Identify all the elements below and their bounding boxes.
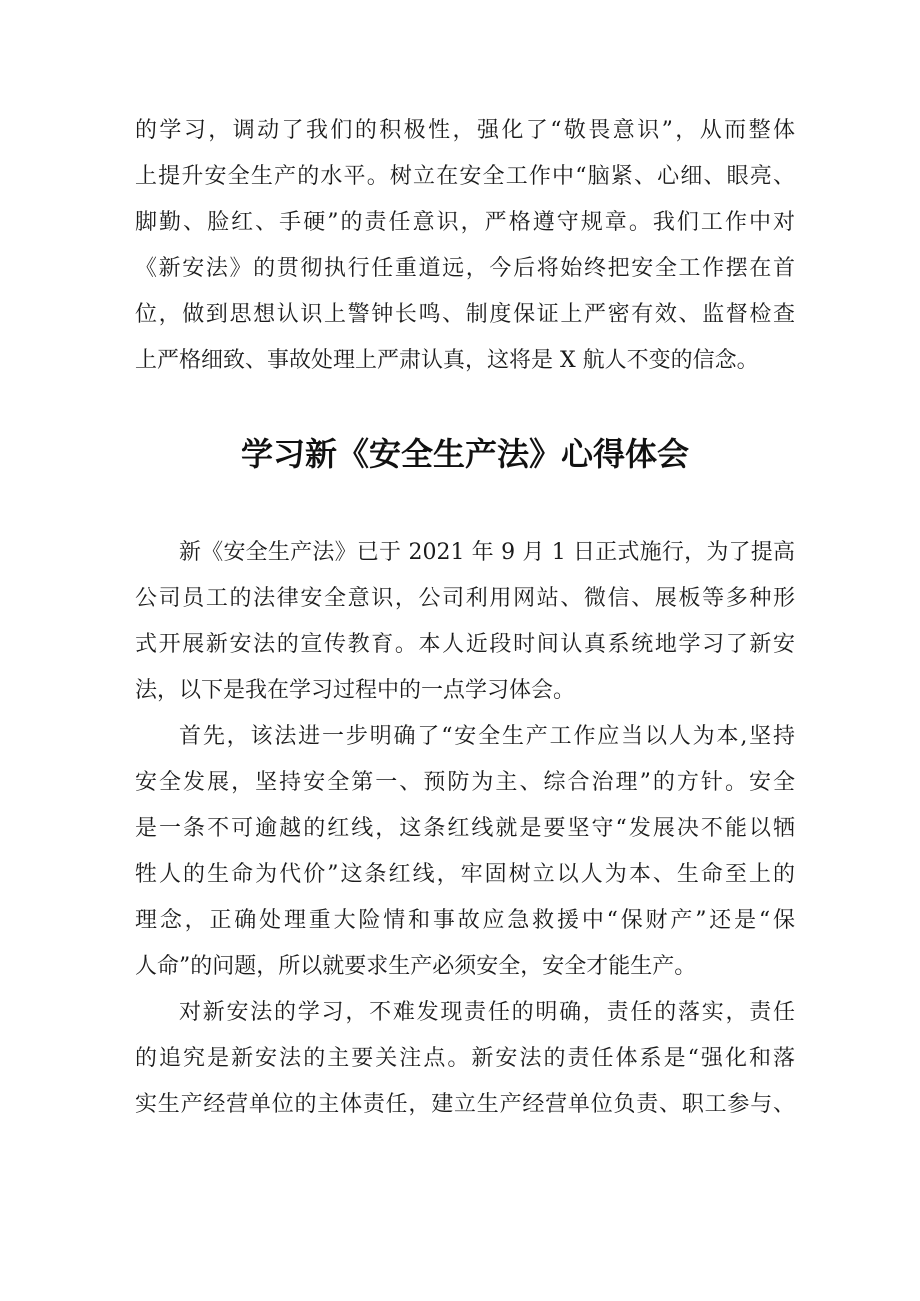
intro-paragraph xyxy=(135,108,795,384)
text-line: 安全发展，坚持安全第一、预防为主、综合治理”的方针。安全 xyxy=(135,770,795,795)
text-line: 脚勤、脸红、手硬”的责任意识，严格遵守规章。我们工作中对 xyxy=(135,210,795,235)
text-line: 牲人的生命为代价”这条红线，牢固树立以人为本、生命至上的 xyxy=(135,862,795,887)
paragraph-1 xyxy=(135,530,795,714)
text-line: 理念，正确处理重大险情和事故应急救援中“保财产”还是“保 xyxy=(135,908,795,933)
article-title: 学习新《安全生产法》心得体会 xyxy=(240,435,689,473)
text-line: 的学习，调动了我们的积极性，强化了“敬畏意识”，从而整体 xyxy=(135,118,795,143)
text-line: 公司员工的法律安全意识，公司利用网站、微信、展板等多种形 xyxy=(135,586,795,611)
text-line: 实生产经营单位的主体责任，建立生产经营单位负责、职工参与、 xyxy=(135,1092,795,1117)
text-line: 的追究是新安法的主要关注点。新安法的责任体系是“强化和落 xyxy=(135,1046,795,1071)
text-line: 是一条不可逾越的红线，这条红线就是要坚守“发展决不能以牺 xyxy=(135,816,795,841)
text-line: 法，以下是我在学习过程中的一点学习体会。 xyxy=(135,678,576,703)
text-line: 位，做到思想认识上警钟长鸣、制度保证上严密有效、监督检查 xyxy=(135,302,795,327)
text-line: 新《安全生产法》已于 2021 年 9 月 1 日正式施行，为了提高 xyxy=(179,540,795,565)
text-line: 《新安法》的贯彻执行任重道远，今后将始终把安全工作摆在首 xyxy=(135,256,795,281)
paragraph-3 xyxy=(135,990,795,1128)
text-line: 对新安法的学习，不难发现责任的明确，责任的落实，责任 xyxy=(179,1000,795,1025)
paragraph-2 xyxy=(135,714,795,990)
text-line: 人命”的问题，所以就要求生产必须安全，安全才能生产。 xyxy=(135,954,697,979)
text-line: 首先，该法进一步明确了“安全生产工作应当以人为本,坚持 xyxy=(179,724,795,749)
text-line: 上严格细致、事故处理上严肃认真，这将是 X 航人不变的信念。 xyxy=(135,348,759,373)
document-body xyxy=(135,108,795,1128)
text-line: 式开展新安法的宣传教育。本人近段时间认真系统地学习了新安 xyxy=(135,632,795,657)
text-line: 上提升安全生产的水平。树立在安全工作中“脑紧、心细、眼亮、 xyxy=(135,164,795,189)
